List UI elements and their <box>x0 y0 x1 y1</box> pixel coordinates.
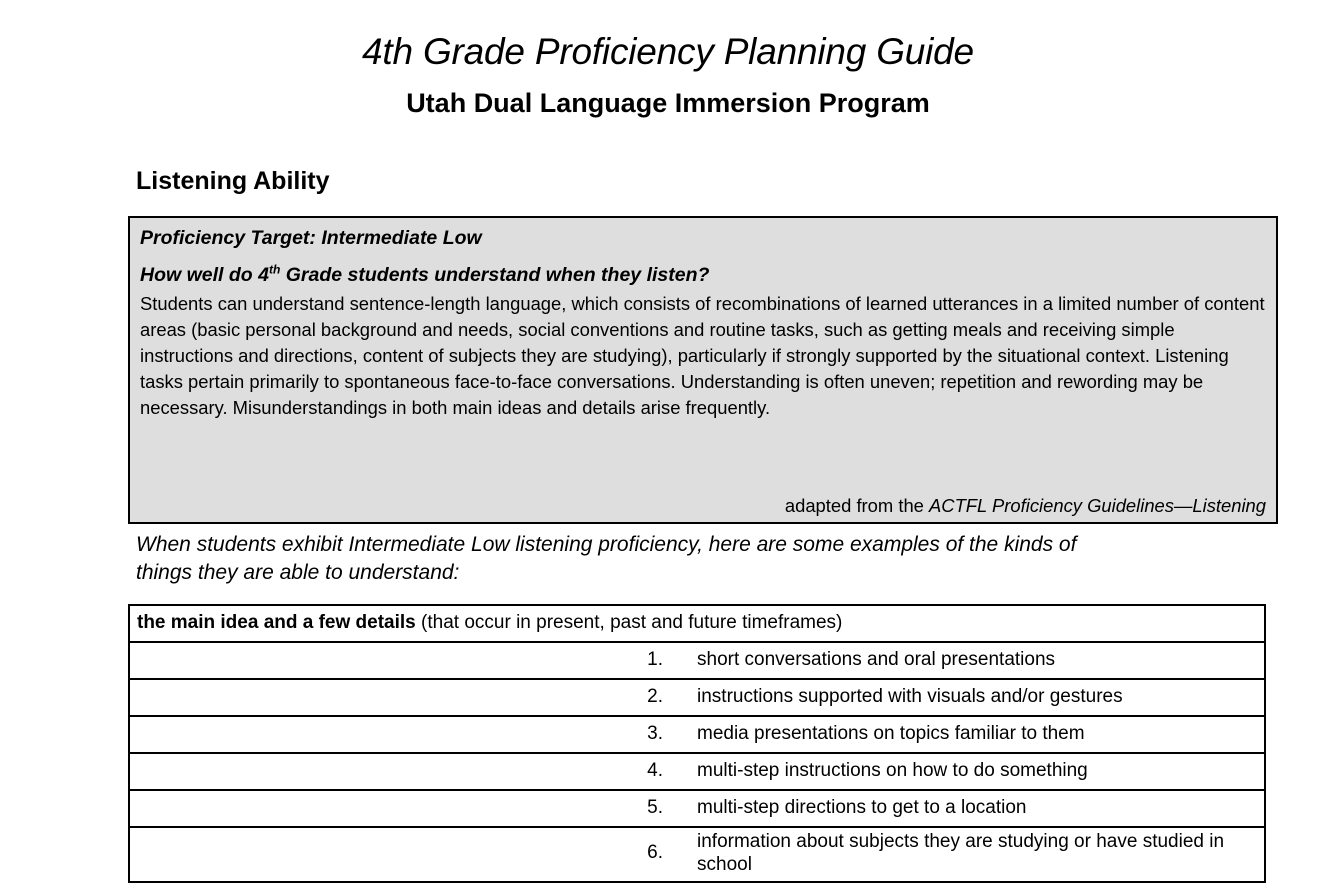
row-number: 2. <box>129 679 697 716</box>
ordinal-superscript: th <box>268 262 281 277</box>
row-text: multi-step instructions on how to do something <box>697 753 1265 790</box>
row-number: 3. <box>129 716 697 753</box>
examples-table-body <box>129 605 1265 882</box>
table-header-rest: (that occur in present, past and future timeframes) <box>415 611 843 633</box>
row-text: instructions supported with visuals and/or gestures <box>697 679 1265 716</box>
source-attribution <box>785 494 1266 518</box>
document-title: 4th Grade Proficiency Planning Guide <box>362 31 974 72</box>
document-subtitle: Utah Dual Language Immersion Program <box>406 87 930 118</box>
source-attribution-citation: ACTFL Proficiency Guidelines—Listening <box>929 495 1266 517</box>
table-row <box>129 716 1265 753</box>
table-row <box>129 679 1265 716</box>
examples-intro-text: When students exhibit Intermediate Low listening proficiency, here are some examples of the kinds of things they are able to understand: <box>136 533 1077 584</box>
table-row <box>129 827 1265 882</box>
table-header-row <box>129 605 1265 642</box>
proficiency-description-paragraph: Students can understand sentence-length language, which consists of recombinations of learned utterances in a limited number of content areas (basic personal background and needs, social conventions and routine tasks, such as getting meals and receiving simple instructions and directions, content of subjects they are studying), particularly if strongly supported by the situational context. Listening tasks pertain primarily to spontaneous face-to-face conversations. Understanding is often uneven; repetition and rewording may be necessary. Misunderstandings in both main ideas and details arise frequently. <box>140 292 1265 419</box>
row-number: 6. <box>129 827 697 882</box>
proficiency-target-label: Proficiency Target: Intermediate Low <box>140 227 482 249</box>
proficiency-question-suffix: Grade students understand when they listen? <box>280 263 710 286</box>
table-row <box>129 790 1265 827</box>
table-row <box>129 642 1265 679</box>
row-number: 5. <box>129 790 697 827</box>
row-text: multi-step directions to get to a location <box>697 790 1265 827</box>
row-text: media presentations on topics familiar to them <box>697 716 1265 753</box>
table-header-strong: the main idea and a few details <box>137 611 416 633</box>
row-number: 4. <box>129 753 697 790</box>
source-attribution-prefix: adapted from the <box>784 495 930 517</box>
row-text: short conversations and oral presentations <box>697 642 1265 679</box>
proficiency-question <box>140 263 1266 288</box>
section-heading-listening-ability: Listening Ability <box>136 167 330 195</box>
proficiency-question-prefix: How well do 4 <box>140 263 269 286</box>
row-number: 1. <box>129 642 697 679</box>
table-header-cell <box>129 605 1265 642</box>
examples-table <box>128 604 1266 883</box>
table-row <box>129 753 1265 790</box>
row-text: information about subjects they are studying or have studied in school <box>697 827 1265 882</box>
proficiency-target-box <box>128 216 1278 524</box>
